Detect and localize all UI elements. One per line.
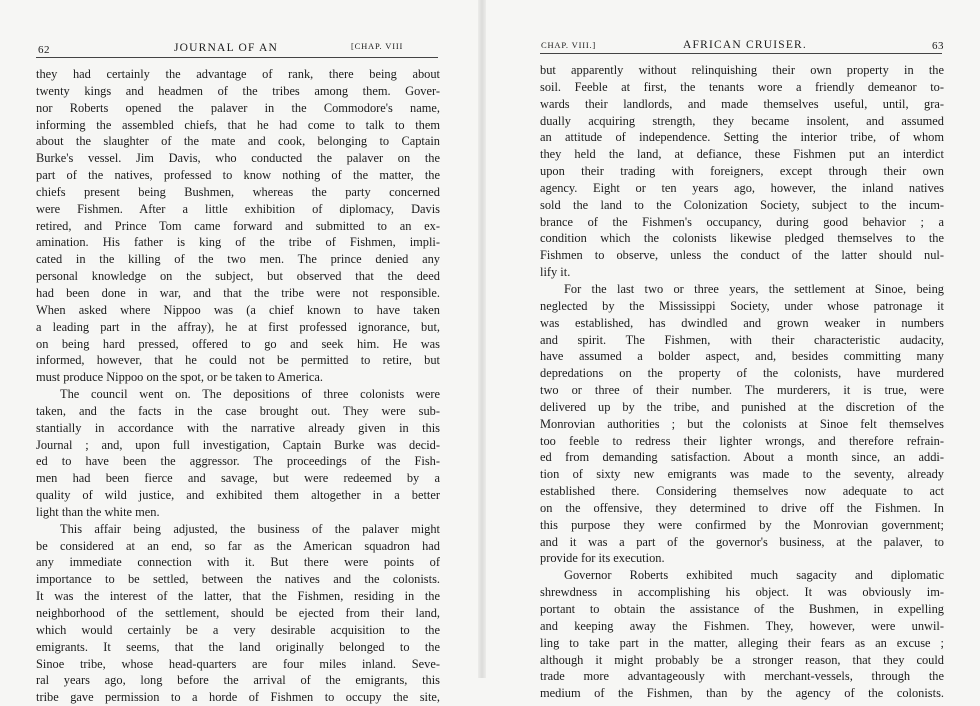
- text-line: condition which the colonists likewise pledged themselves to the: [540, 231, 944, 246]
- text-line: about the slaughter of the mate and cook, belonging to Captain: [36, 134, 440, 149]
- text-line: have assumed a bolder aspect, and, besides committing many: [540, 349, 944, 364]
- text-line: portant to obtain the assistance of the Bushmen, in expelling: [540, 602, 944, 616]
- text-line: quality of wild justice, and exhibited them altogether in a better: [36, 488, 440, 503]
- left-page: [0, 0, 478, 705]
- text-line: informed, however, that he could not be permitted to retire, but: [36, 353, 440, 368]
- right-page-number: 63: [932, 40, 944, 52]
- text-line: Fishmen to observe, unless the conduct of the latter should nul-: [540, 248, 944, 263]
- text-line: Burke's vessel. Jim Davis, who conducted the palaver on the: [36, 151, 440, 166]
- text-line: this purpose they were confirmed by the Monrovian government;: [540, 517, 944, 532]
- text-line: upon their trading with foreigners, except through their own: [540, 164, 944, 179]
- text-line: brance of the Fishmen's occupancy, during good behavior ; a: [540, 214, 944, 229]
- text-line: amination. His father is king of the tribe of Fishmen, impli-: [36, 235, 440, 250]
- text-line: personal knowledge on the subject, but observed that the deed: [36, 269, 440, 284]
- text-line: retired, and Prince Tom came forward and submitted to an ex-: [36, 218, 440, 233]
- text-line: established there. Considering themselves now adequate to act: [540, 484, 944, 499]
- text-line: agency. Eight or ten years ago, however, the inland natives: [540, 180, 944, 195]
- text-line: must produce Nippoo on the spot, or be taken to America.: [36, 370, 323, 385]
- right-page-header: [486, 40, 980, 58]
- text-line: neglected by the Mississippi Society, under whose patronage it: [540, 298, 944, 313]
- text-line: Monrovian authorities ; but the colonists at Sinoe felt themselves: [540, 416, 944, 431]
- text-line: informing the assembled chiefs, that he had come to talk to them: [36, 117, 440, 132]
- text-line: a leading part in the affray), he at first professed ignorance, but,: [36, 319, 440, 334]
- text-line: but apparently without relinquishing their own property in the: [540, 63, 944, 77]
- text-line: had been done in war, and that the tribe were not responsible.: [36, 285, 440, 300]
- text-line: emigrants. It seems, that the land originally belonged to the: [36, 639, 440, 654]
- text-line: and spirit. The Fishmen, with their characteristic audacity,: [540, 332, 944, 347]
- text-line: ling to take part in the matter, alleging their fears as an excuse ;: [540, 635, 944, 650]
- text-line: be considered at an end, so far as the American squadron had: [36, 538, 440, 553]
- text-line: tion of sixty new emigrants was made to the seventy, already: [540, 467, 944, 482]
- right-header-rule: [540, 53, 942, 54]
- text-line: were Fishmen. After a little exhibition of diplomacy, Davis: [36, 201, 440, 216]
- text-line: on being hard pressed, offered to go and seek him. He was: [36, 336, 440, 351]
- text-line: ral years ago, long before the arrival of the emigrants, this: [36, 673, 440, 688]
- text-line: and keeping away the Fishmen. They, however, were unwil-: [540, 618, 944, 633]
- text-line: which would certainly be a very desirable acquisition to the: [36, 622, 440, 637]
- text-line: delivered up by the tribe, and punished at the discretion of the: [540, 399, 944, 414]
- text-line: they held the land, at defiance, these Fishmen put an interdict: [540, 147, 944, 162]
- text-line: importance to be settled, between the natives and the colonists.: [36, 572, 440, 587]
- text-line: sold the land to the Colonization Society, subject to the incum-: [540, 197, 944, 212]
- text-line: soil. Feeble at first, the tenants wore a friendly demeanor to-: [540, 79, 944, 94]
- text-line: light than the white men.: [36, 504, 160, 519]
- text-line: they had certainly the advantage of rank, there being about: [36, 67, 440, 81]
- left-page-body: [36, 66, 440, 706]
- text-line: chiefs present being Bushmen, whereas the party concerned: [36, 184, 440, 199]
- text-line: cated in the killing of the two men. The prince denied any: [36, 252, 440, 267]
- text-line: too feeble to redress their lighter wrongs, and therefore refrain-: [540, 433, 944, 448]
- right-page: [486, 0, 980, 701]
- text-line: shrewdness in accomplishing his object. It was obviously im-: [540, 585, 944, 600]
- book-gutter: [478, 0, 486, 678]
- text-line: For the last two or three years, the settlement at Sinoe, being: [564, 281, 944, 296]
- left-running-title: JOURNAL OF AN: [174, 42, 278, 54]
- text-line: When asked where Nippoo was (a chief known to have taken: [36, 302, 440, 317]
- text-line: lify it.: [540, 265, 571, 280]
- text-line: Sinoe tribe, whose head-quarters are four miles inland. Seve-: [36, 656, 440, 671]
- text-line: part of the natives, professed to know nothing of the matter, the: [36, 168, 440, 183]
- text-line: twenty kings and headmen of the tribes among them. Gover-: [36, 83, 440, 98]
- left-page-header: [0, 40, 478, 58]
- text-line: medium of the Fishmen, than by the agency of the colonists.: [540, 686, 944, 701]
- text-line: although it might probably be a stronger reason, that they could: [540, 652, 944, 667]
- text-line: This affair being adjusted, the business of the palaver might: [60, 521, 440, 536]
- left-header-rule: [36, 57, 438, 58]
- text-line: The council went on. The depositions of three colonists were: [60, 387, 440, 402]
- text-line: taken, and the facts in the case brought out. They were sub-: [36, 403, 440, 418]
- text-line: provide for its execution.: [540, 551, 665, 566]
- text-line: Journal ; and, upon full investigation, Captain Burke was decid-: [36, 437, 440, 452]
- text-line: any immediate connection with it. But there were points of: [36, 555, 440, 570]
- text-line: stantially in accordance with the narrative already given in this: [36, 420, 440, 435]
- text-line: men had been fierce and savage, but were redeemed by a: [36, 471, 440, 486]
- text-line: trade more advantageously with merchant-vessels, through the: [540, 669, 944, 684]
- text-line: ed to have been the aggressor. The proceedings of the Fish-: [36, 454, 440, 469]
- text-line: depredations on the property of the colonists, have murdered: [540, 366, 944, 381]
- text-line: nor Roberts opened the palaver in the Commodore's name,: [36, 100, 440, 115]
- left-chapter-tag: [CHAP. VIII: [351, 41, 404, 51]
- text-line: two or three of their number. The murderers, it is true, were: [540, 383, 944, 398]
- left-page-number: 62: [38, 44, 50, 56]
- text-line: an attitude of independence. Setting the interior tribe, of whom: [540, 130, 944, 145]
- text-line: Governor Roberts exhibited much sagacity and diplomatic: [564, 568, 944, 583]
- text-line: tribe gave permission to a horde of Fishmen to occupy the site,: [36, 690, 440, 705]
- right-running-title: AFRICAN CRUISER.: [683, 39, 807, 51]
- text-line: was established, has dwindled and grown weaker in numbers: [540, 315, 944, 330]
- right-page-body: [540, 62, 944, 702]
- text-line: on the offensive, they determined to drive off the Fishmen. In: [540, 500, 944, 515]
- text-line: neighborhood of the settlement, should be ejected from their land,: [36, 606, 440, 620]
- text-line: wards their landlords, and made themselves useful, until, gra-: [540, 96, 944, 111]
- text-line: and it was a part of the governor's business, at the palaver, to: [540, 534, 944, 549]
- text-line: It was the interest of the latter, that the Fishmen, residing in the: [36, 589, 440, 604]
- text-line: dually acquiring strength, they became insolent, and assumed: [540, 113, 944, 128]
- text-line: ed from demanding satisfaction. About a month since, an addi-: [540, 450, 944, 465]
- right-chapter-tag: CHAP. VIII.]: [541, 40, 597, 50]
